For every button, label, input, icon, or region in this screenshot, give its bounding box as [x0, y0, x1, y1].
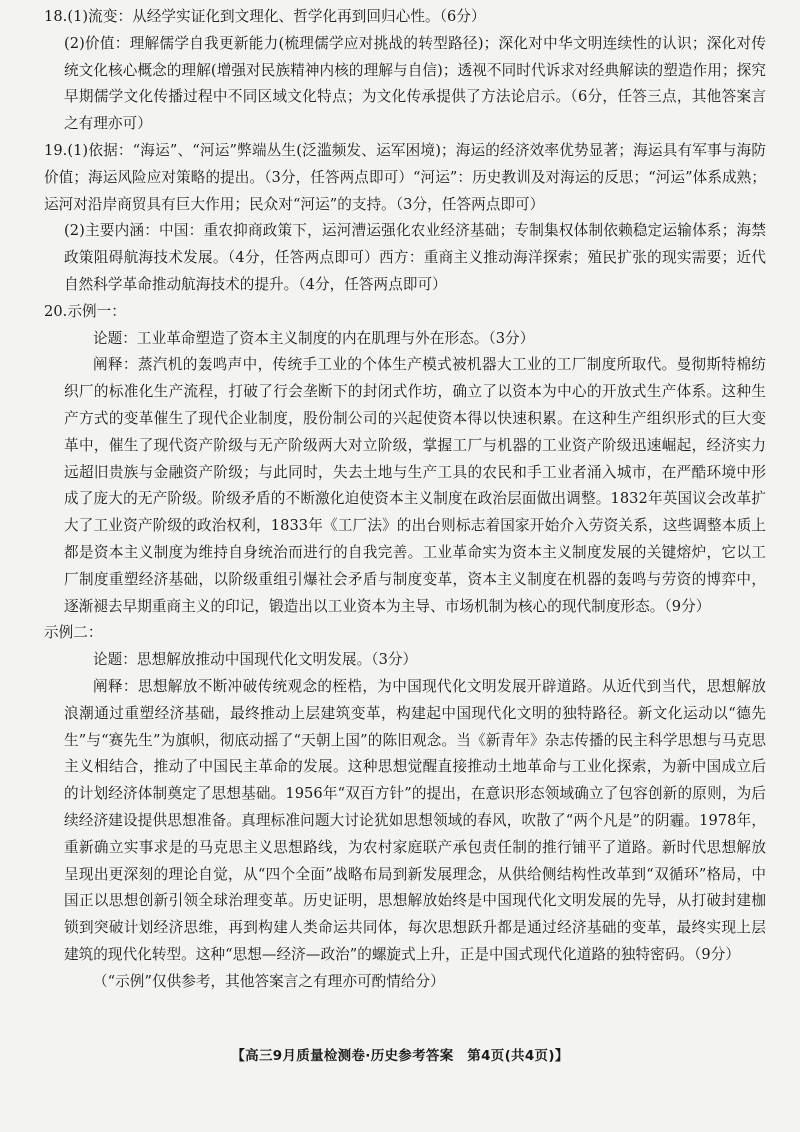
q18-part1: 18.(1)流变：从经学实证化到文理化、哲学化再到回归心性。（6分） — [44, 8, 486, 25]
example2-body: 阐释：思想解放不断冲破传统观念的桎梏，为中国现代化文明发展开辟道路。从近代到当代，思想解放浪潮通过重塑经济基础，最终推动上层建筑变革，构建起中国现代化文明的独特路径。新文化运动以“德先生”与“赛先生”为旗帜，彻底动摇了“天朝上国”的陈旧观念。当《新青年》杂志传播的民主科学思想与马克思主义相结合，推动了中国民主革命的发展。这种思想觉醒直接推动土地革命与工业化探索，为新中国成立后的计划经济体制奠定了思想基础。1956年“双百方针”的提出，在意识形态领域确立了包容创新的原则，为后续经济建设提供思想准备。真理标准问题大讨论犹如思想领域的春风，吹散了“两个凡是”的阴霾。1978年，重新确立实事求是的马克思主义思想路线，为农村家庭联产承包责任制的推行铺平了道路。新时代思想解放呈现出更深刻的理论自觉，从“四个全面”战略布局到新发展理念，从供给侧结构性改革到“双循环”格局，中国正以思想创新引领全球治理变革。历史证明，思想解放始终是中国现代化文明发展的先导，从打破封建枷锁到突破计划经济思维，再到构建人类命运共同体，每次思想跃升都是通过经济基础的变革，最终实现上层建筑的现代化转型。这种“思想—经济—政治”的螺旋式上升，正是中国式现代化道路的独特密码。（9分） — [64, 677, 766, 963]
example2-title: 示例二： — [44, 624, 103, 642]
example2-topic: 论题：思想解放推动中国现代化文明发展。（3分） — [93, 651, 418, 669]
page-footer: 【高三9月质量检测卷·历史参考答案 第4页(共4页)】 — [231, 1048, 569, 1064]
example-note: （“示例”仅供参考，其他答案言之有理亦可酌情给分） — [93, 972, 445, 990]
q18-part2: (2)价值：理解儒学自我更新能力(梳理儒学应对挑战的转型路径)；深化对中华文明连续性的认识；深化对传统文化核心概念的理解(增强对民族精神内核的理解与自信)；透视不同时代诉求对经典解读的塑造作用；探究早期儒学文化传播过程中不同区域文化特点；为文化传承提供了方法论启示。（6分，任答三点，其他答案言之有理亦可） — [64, 34, 766, 133]
q20-heading: 20.示例一： — [44, 302, 126, 320]
example1-topic: 论题：工业革命塑造了资本主义制度的内在肌理与外在形态。（3分） — [93, 329, 535, 347]
q19-part2: (2)主要内涵：中国：重农抑商政策下，运河漕运强化农业经济基础；专制集权体制依赖稳定运输体系；海禁政策阻碍航海技术发展。（4分，任答两点即可）西方：重商主义推动海洋探索；殖民扩张的现实需要；近代自然科学革命推动航海技术的提升。（4分，任答两点即可） — [64, 222, 766, 293]
example1-body: 阐释：蒸汽机的轰鸣声中，传统手工业的个体生产模式被机器大工业的工厂制度所取代。曼彻斯特棉纺织厂的标准化生产流程，打破了行会垄断下的封闭式作坊，确立了以资本为中心的开放式生产体系。这种生产方式的变革催生了现代企业制度，股份制公司的兴起使资本得以快速积累。在这种生产组织形式的巨大变革中，催生了现代资产阶级与无产阶级两大对立阶级，掌握工厂与机器的工业资产阶级迅速崛起，经济实力远超旧贵族与金融资产阶级；与此同时，失去土地与生产工具的农民和手工业者涌入城市，在严酷环境中形成了庞大的无产阶级。阶级矛盾的不断激化迫使资本主义制度在政治层面做出调整。1832年英国议会改革扩大了工业资产阶级的政治权利，1833年《工厂法》的出台则标志着国家开始介入劳资关系，这些调整本质上都是资本主义制度为维持自身统治而进行的自我完善。工业革命实为资本主义制度发展的关键熔炉，它以工厂制度重塑经济基础，以阶级重组引爆社会矛盾与制度变革，资本主义制度在机器的轰鸣与劳资的博弈中，逐渐褪去早期重商主义的印记，锻造出以工业资本为主导、市场机制为核心的现代制度形态。（9分） — [64, 356, 766, 615]
q19-part1: 19.(1)依据：“海运”、“河运”弊端丛生(泛滥频发、运军困境)；海运的经济效率优势显著；海运具有军事与海防价值；海运风险应对策略的提出。（3分，任答两点即可）“河运”：历史教训及对海运的反思；“河运”体系成熟；运河对沿岸商贸具有巨大作用；民众对“河运”的支持。（3分，任答两点即可） — [44, 141, 766, 213]
